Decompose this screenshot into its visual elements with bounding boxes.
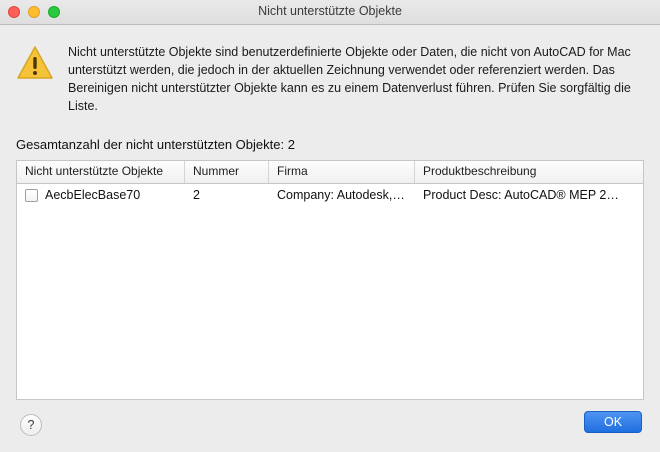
column-header-product-description[interactable]: Produktbeschreibung bbox=[423, 164, 537, 178]
column-header-object[interactable]: Nicht unterstützte Objekte bbox=[17, 161, 185, 183]
object-name-label: AecbElecBase70 bbox=[45, 188, 141, 202]
table-row[interactable] bbox=[17, 184, 643, 206]
column-header-number[interactable]: Nummer bbox=[185, 161, 269, 183]
ok-button[interactable]: OK bbox=[584, 411, 642, 433]
row-checkbox[interactable] bbox=[25, 189, 38, 202]
table-header-row bbox=[17, 161, 643, 184]
warning-triangle-icon bbox=[16, 45, 54, 81]
unsupported-objects-table bbox=[16, 160, 644, 400]
dialog-content bbox=[0, 25, 660, 400]
help-button[interactable]: ? bbox=[20, 414, 42, 436]
warning-block bbox=[16, 25, 644, 115]
total-count-label: Gesamtanzahl der nicht unterstützten Objekte: 2 bbox=[16, 137, 295, 152]
cell-object-name[interactable] bbox=[17, 188, 185, 202]
column-header-company[interactable]: Firma bbox=[269, 161, 415, 183]
dialog-footer bbox=[0, 400, 660, 452]
cell-company: Company: Autodesk,… bbox=[277, 188, 405, 202]
cell-product-description: Product Desc: AutoCAD® MEP 2… bbox=[423, 188, 619, 202]
window-title: Nicht unterstützte Objekte bbox=[258, 4, 402, 18]
cell-number: 2 bbox=[193, 188, 200, 202]
table-body bbox=[17, 184, 643, 399]
warning-message: Nicht unterstützte Objekte sind benutzerdefinierte Objekte oder Daten, die nicht von AutoCAD for Mac unterstützt werden, die jedoch in der aktuellen Zeichnung verwendet oder referenziert werden. Das Bereinigen nicht unterstützter Objekte kann es zu einem Datenverlust führen. Prüfen Sie sorgfältig die Liste. bbox=[68, 45, 631, 113]
window-titlebar bbox=[0, 0, 660, 25]
